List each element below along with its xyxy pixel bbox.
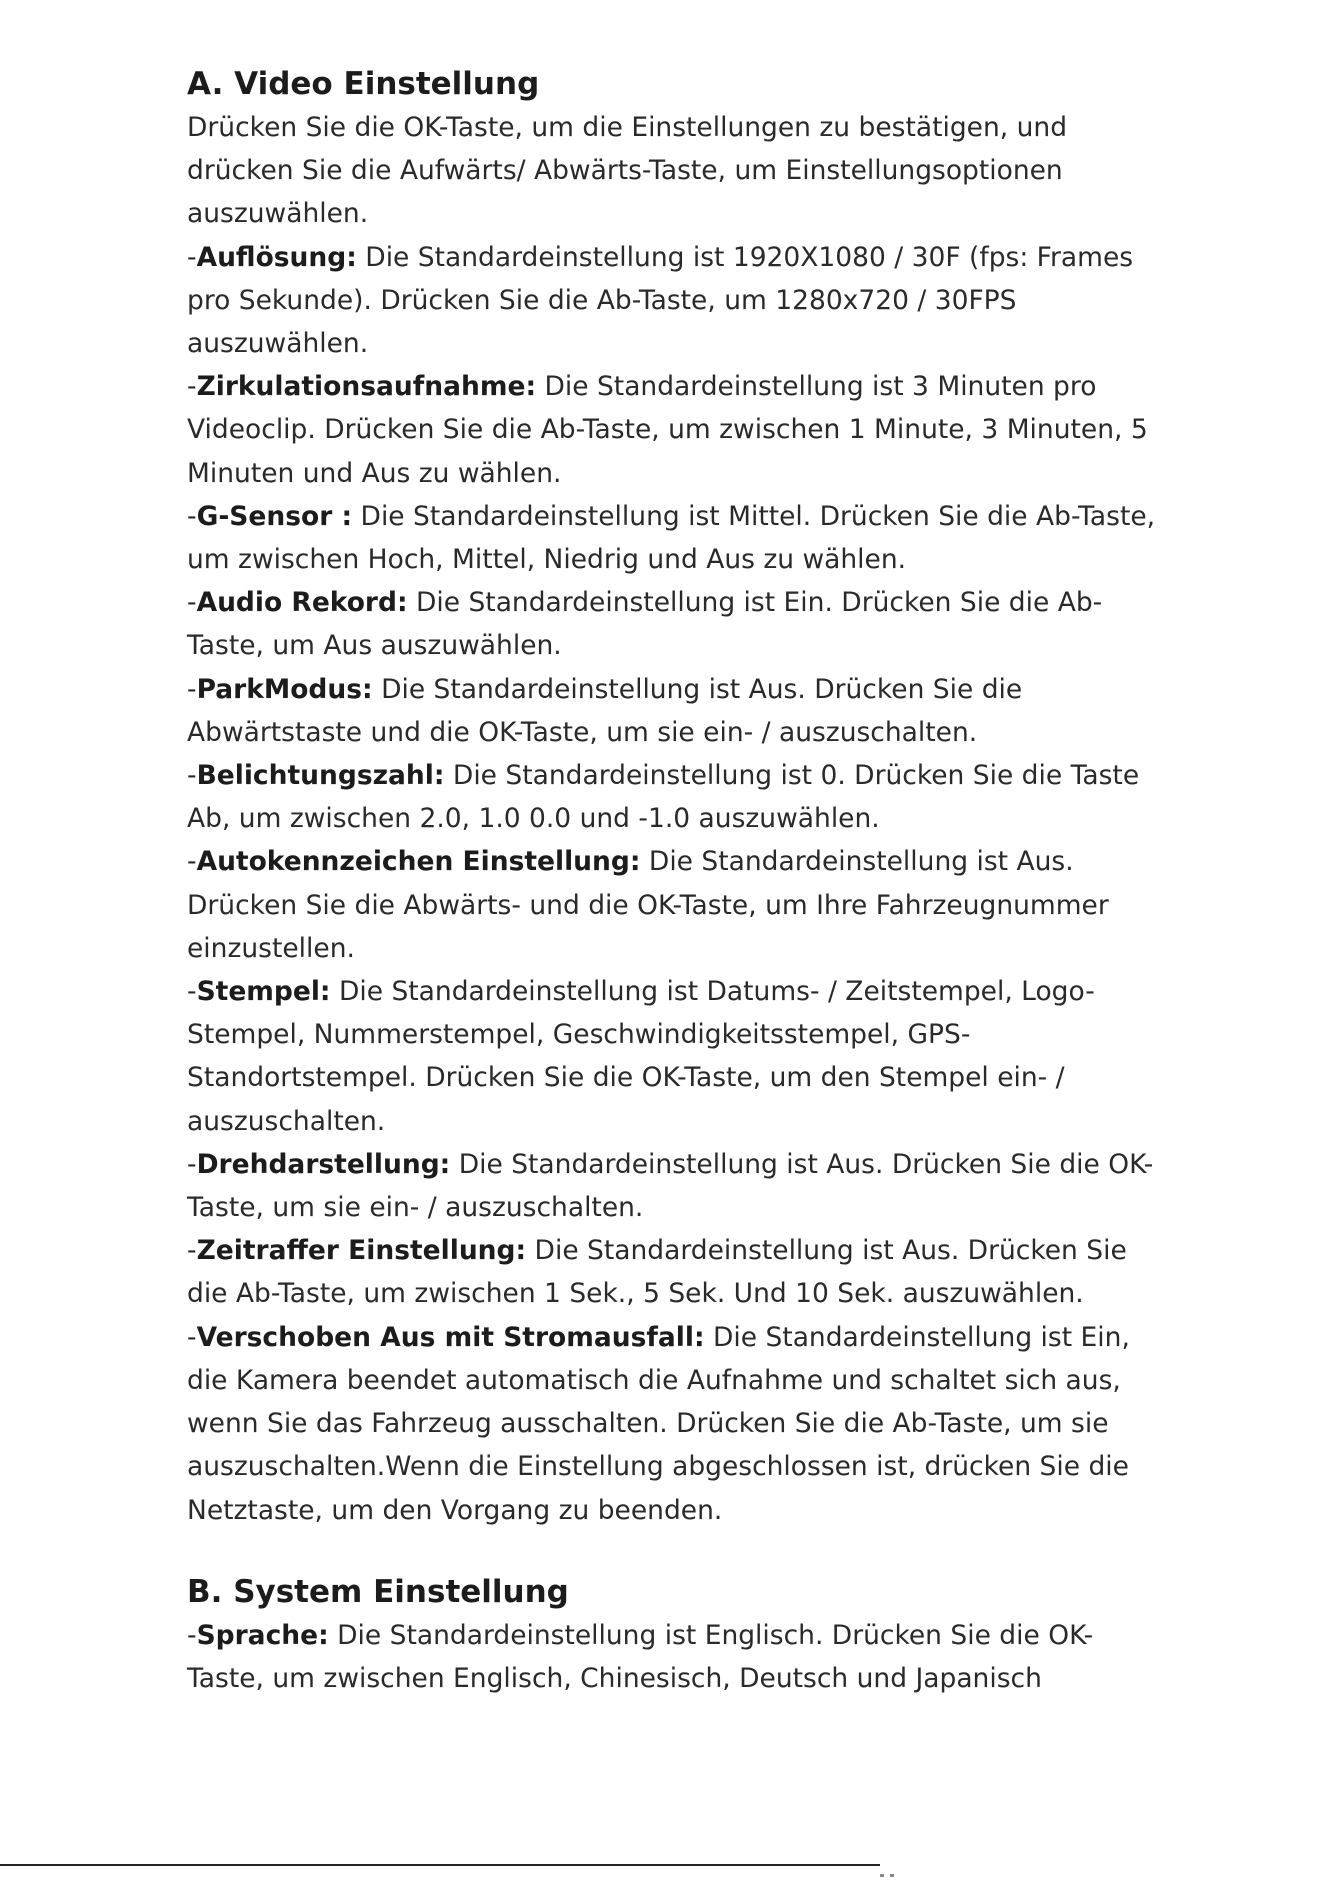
- setting-verschoben-aus: -Verschoben Aus mit Stromausfall: Die Standardeinstellung ist Ein, die Kamera beendet automatisch die Aufnahme und schaltet sich aus, wenn Sie das Fahrzeug ausschalten. Drücken Sie die Ab-Taste, um sie auszuschalten.Wenn die Einstellung abgeschlossen ist, drücken Sie die Netztaste, um den Vorgang zu beenden.: [187, 1321, 1130, 1526]
- setting-zeitraffer: -Zeitraffer Einstellung: Die Standardeinstellung ist Aus. Drücken Sie die Ab-Taste, um zwischen 1 Sek., 5 Sek. Und 10 Sek. auszuwählen.: [187, 1235, 1127, 1310]
- section-a-intro: Drücken Sie die OK-Taste, um die Einstellungen zu bestätigen, und drücken Sie die Aufwärts/ Abwärts-Taste, um Einstellungsoptionen auszuwählen.: [187, 112, 1068, 230]
- setting-term: Auflösung:: [196, 241, 357, 273]
- setting-term: Audio Rekord:: [196, 587, 408, 619]
- setting-belichtungszahl: -Belichtungszahl: Die Standardeinstellung ist 0. Drücken Sie die Taste Ab, um zwischen 2.0, 1.0 0.0 und -1.0 auszuwählen.: [187, 760, 1140, 835]
- manual-page: [187, 62, 1167, 1700]
- setting-g-sensor: -G-Sensor : Die Standardeinstellung ist Mittel. Drücken Sie die Ab-Taste, um zwischen Hoch, Mittel, Niedrig und Aus zu wählen.: [187, 500, 1156, 576]
- setting-description: Die Standardeinstellung ist 3 Minuten pro Videoclip. Drücken Sie die Ab-Taste, um zwischen 1 Minute, 3 Minuten, 5 Minuten und Aus zu wählen.: [187, 371, 1148, 489]
- setting-parkmodus: -ParkModus: Die Standardeinstellung ist Aus. Drücken Sie die Abwärtstaste und die OK-Taste, um sie ein- / auszuschalten.: [187, 673, 1023, 748]
- section-a-title: A. Video Einstellung: [187, 66, 540, 102]
- setting-aufloesung: -Auflösung: Die Standardeinstellung ist 1920X1080 / 30F (fps: Frames pro Sekunde). Drücken Sie die Ab-Taste, um 1280x720 / 30FPS auszuwählen.: [187, 241, 1134, 360]
- setting-term: Verschoben Aus mit Stromausfall:: [196, 1321, 705, 1353]
- setting-description: Die Standardeinstellung ist Englisch. Drücken Sie die OK-Taste, um zwischen Englisch, Chinesisch, Deutsch und Japanisch: [187, 1619, 1094, 1694]
- setting-description: Die Standardeinstellung ist Aus. Drücken Sie die OK-Taste, um sie ein- / auszuschalten.: [187, 1148, 1154, 1224]
- setting-term: Sprache:: [196, 1619, 329, 1651]
- setting-term: Autokennzeichen Einstellung:: [196, 846, 641, 878]
- setting-description: Die Standardeinstellung ist Aus. Drücken Sie die Ab-Taste, um zwischen 1 Sek., 5 Sek. Und 10 Sek. auszuwählen.: [187, 1235, 1127, 1310]
- setting-description: Die Standardeinstellung ist Aus. Drücken Sie die Abwärts- und die OK-Taste, um Ihre Fahrzeugnummer einzustellen.: [187, 846, 1109, 964]
- setting-term: Belichtungszahl:: [196, 760, 445, 792]
- setting-description: Die Standardeinstellung ist Ein. Drücken Sie die Ab-Taste, um Aus auszuwählen.: [187, 587, 1103, 662]
- setting-term: G-Sensor :: [196, 500, 353, 532]
- setting-audio-rekord: -Audio Rekord: Die Standardeinstellung ist Ein. Drücken Sie die Ab-Taste, um Aus auszuwählen.: [187, 587, 1103, 662]
- setting-zirkulationsaufnahme: -Zirkulationsaufnahme: Die Standardeinstellung ist 3 Minuten pro Videoclip. Drücken Sie die Ab-Taste, um zwischen 1 Minute, 3 Minuten, 5 Minuten und Aus zu wählen.: [187, 371, 1148, 489]
- setting-description: Die Standardeinstellung ist Mittel. Drücken Sie die Ab-Taste, um zwischen Hoch, Mittel, Niedrig und Aus zu wählen.: [187, 500, 1156, 576]
- setting-description: Die Standardeinstellung ist Datums- / Zeitstempel, Logo-Stempel, Nummerstempel, Geschwindigkeitsstempel, GPS-Standortstempel. Drücken Sie die OK-Taste, um den Stempel ein- / auszuschalten.: [187, 976, 1095, 1137]
- setting-term: Drehdarstellung:: [196, 1148, 451, 1180]
- setting-description: Die Standardeinstellung ist Ein, die Kamera beendet automatisch die Aufnahme und schaltet sich aus, wenn Sie das Fahrzeug ausschalten. Drücken Sie die Ab-Taste, um sie auszuschalten.Wenn die Einstellung abgeschlossen ist, drücken Sie die Netztaste, um den Vorgang zu beenden.: [187, 1321, 1130, 1526]
- setting-description: Die Standardeinstellung ist 1920X1080 / 30F (fps: Frames pro Sekunde). Drücken Sie die Ab-Taste, um 1280x720 / 30FPS auszuwählen.: [187, 241, 1134, 360]
- setting-stempel: -Stempel: Die Standardeinstellung ist Datums- / Zeitstempel, Logo-Stempel, Nummerstempel, Geschwindigkeitsstempel, GPS-Standortstempel. Drücken Sie die OK-Taste, um den Stempel ein- / auszuschalten.: [187, 976, 1095, 1137]
- setting-sprache: -Sprache: Die Standardeinstellung ist Englisch. Drücken Sie die OK-Taste, um zwischen Englisch, Chinesisch, Deutsch und Japanisch: [187, 1619, 1094, 1694]
- footer-mark: [880, 1862, 910, 1866]
- setting-description: Die Standardeinstellung ist Aus. Drücken Sie die Abwärtstaste und die OK-Taste, um sie ein- / auszuschalten.: [187, 673, 1023, 748]
- setting-term: Stempel:: [196, 976, 331, 1008]
- setting-term: Zirkulationsaufnahme:: [196, 371, 537, 403]
- setting-description: Die Standardeinstellung ist 0. Drücken Sie die Taste Ab, um zwischen 2.0, 1.0 0.0 und -1.0 auszuwählen.: [187, 760, 1140, 835]
- setting-drehdarstellung: -Drehdarstellung: Die Standardeinstellung ist Aus. Drücken Sie die OK-Taste, um sie ein- / auszuschalten.: [187, 1148, 1154, 1224]
- section-b-title: B. System Einstellung: [187, 1573, 569, 1610]
- footer-divider: [0, 1864, 880, 1866]
- setting-term: ParkModus:: [196, 673, 373, 705]
- setting-term: Zeitraffer Einstellung:: [196, 1235, 527, 1267]
- setting-autokennzeichen: -Autokennzeichen Einstellung: Die Standardeinstellung ist Aus. Drücken Sie die Abwärts- und die OK-Taste, um Ihre Fahrzeugnummer einzustellen.: [187, 846, 1109, 964]
- section-b: [187, 1570, 1167, 1700]
